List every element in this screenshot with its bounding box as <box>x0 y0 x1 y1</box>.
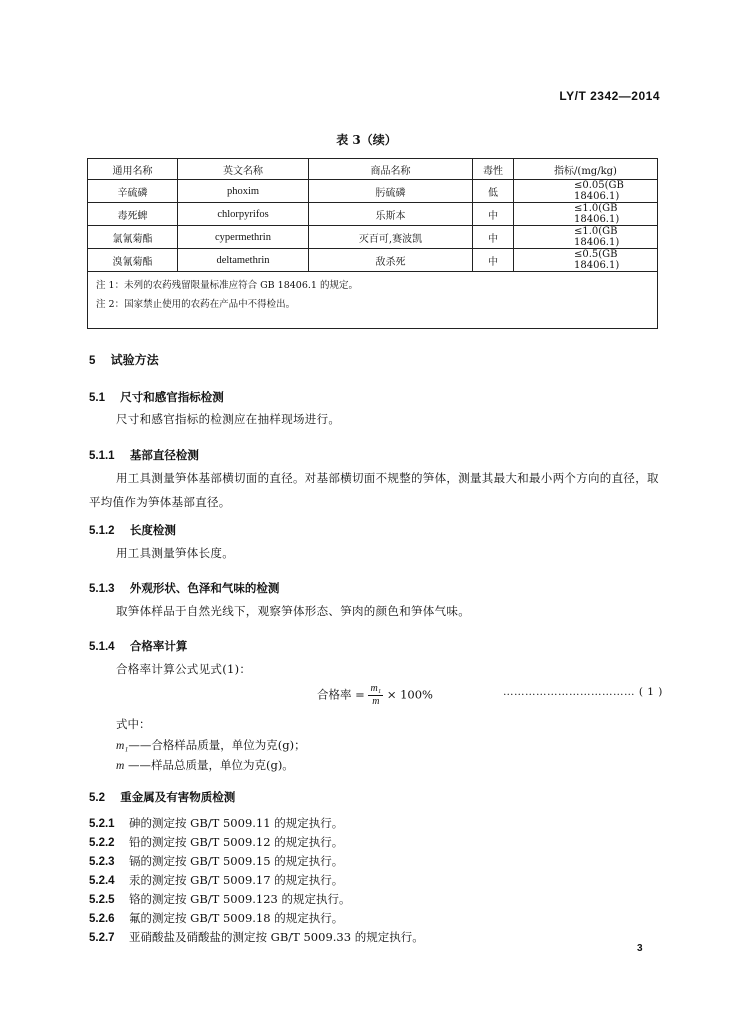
cell-toxicity: 中 <box>473 203 514 226</box>
table-row <box>88 180 658 203</box>
pass-rate-formula <box>317 683 433 708</box>
where-label: 式中： <box>116 717 151 731</box>
cell-limit: ≤0.05(GB 18406.1) <box>514 180 658 203</box>
section-5-1-1-heading <box>89 444 199 463</box>
formula-numerator: m₁ <box>370 683 382 694</box>
section-5-1-text: 尺寸和感官指标的检测应在抽样现场进行。 <box>116 412 341 426</box>
section-5-heading <box>89 349 159 368</box>
col-header: 通用名称 <box>88 159 178 180</box>
list-item <box>89 910 343 926</box>
cell-english-name: phoxim <box>178 180 309 203</box>
list-item <box>89 834 343 850</box>
section-5-1-3-heading <box>89 577 279 596</box>
where-var-m <box>116 757 294 773</box>
page-number: 3 <box>637 943 643 954</box>
section-5-1-heading <box>89 386 224 405</box>
cell-trade-name: 乐斯本 <box>309 203 473 226</box>
section-number: 5.1.4 <box>89 641 115 653</box>
section-5-1-2-text: 用工具测量笋体长度。 <box>116 546 234 560</box>
cell-english-name: cypermethrin <box>178 226 309 249</box>
section-number: 5.1.2 <box>89 525 115 537</box>
section-5-1-4-heading <box>89 635 187 654</box>
cell-trade-name: 灭百可,赛波凯 <box>309 226 473 249</box>
col-header: 商品名称 <box>309 159 473 180</box>
section-number: 5.1.3 <box>89 583 115 595</box>
section-5-1-3-text: 取笋体样品于自然光线下，观察笋体形态、笋肉的颜色和笋体气味。 <box>116 604 470 618</box>
formula-fraction <box>368 683 383 708</box>
variable-description: ——合格样品质量，单位为克(g)； <box>128 738 306 752</box>
list-item <box>89 853 343 869</box>
cell-english-name: chlorpyrifos <box>178 203 309 226</box>
list-item <box>89 815 343 831</box>
table-note: 注 1：未列的农药残留限量标准应符合 GB 18406.1 的规定。 <box>96 280 358 291</box>
item-text: 亚硝酸盐及硝酸盐的测定按 GB/T 5009.33 的规定执行。 <box>129 930 424 944</box>
cell-limit: ≤0.5(GB 18406.1) <box>514 249 658 272</box>
table-notes <box>88 272 658 329</box>
cell-common-name: 氯氰菊酯 <box>88 226 178 249</box>
section-5-2-heading <box>89 786 235 805</box>
variable-symbol: m₁ <box>116 740 129 752</box>
section-5-1-2-heading <box>89 519 176 538</box>
variable-symbol: m <box>116 760 125 772</box>
equation-number: ……………………………… ( 1 ) <box>503 686 663 698</box>
table-header-row <box>88 159 658 180</box>
table-note: 注 2：国家禁止使用的农药在产品中不得检出。 <box>96 299 296 310</box>
section-title: 外观形状、色泽和气味的检测 <box>129 581 280 595</box>
item-text: 氟的测定按 GB/T 5009.18 的规定执行。 <box>129 911 344 925</box>
item-number: 5.2.2 <box>89 837 115 849</box>
formula-lhs: 合格率 = <box>317 687 365 702</box>
section-title: 尺寸和感官指标检测 <box>120 390 224 404</box>
list-item <box>89 929 424 945</box>
item-number: 5.2.4 <box>89 875 115 887</box>
col-header: 指标/(mg/kg) <box>514 159 658 180</box>
formula-denominator: m <box>372 696 380 707</box>
cell-trade-name: 敌杀死 <box>309 249 473 272</box>
item-text: 铬的测定按 GB/T 5009.123 的规定执行。 <box>129 892 351 906</box>
list-item <box>89 872 343 888</box>
section-title: 试验方法 <box>110 353 159 367</box>
table-row <box>88 249 658 272</box>
section-5-1-1-text: 用工具测量笋体基部横切面的直径。对基部横切面不规整的笋体，测量其最大和最小两个方向的直径，取平均值作为笋体基部直径。 <box>89 471 659 509</box>
item-number: 5.2.3 <box>89 856 115 868</box>
item-number: 5.2.7 <box>89 932 115 944</box>
section-title: 基部直径检测 <box>129 448 199 462</box>
cell-toxicity: 中 <box>473 249 514 272</box>
item-text: 砷的测定按 GB/T 5009.11 的规定执行。 <box>129 816 344 830</box>
section-title: 重金属及有害物质检测 <box>120 790 236 804</box>
section-number: 5.1.1 <box>89 450 115 462</box>
item-number: 5.2.6 <box>89 913 115 925</box>
section-5-1-4-text: 合格率计算公式见式(1)： <box>116 662 252 676</box>
variable-description: ——样品总质量，单位为克(g)。 <box>124 758 294 772</box>
cell-trade-name: 肟硫磷 <box>309 180 473 203</box>
pesticide-table <box>87 158 658 329</box>
cell-common-name: 毒死蜱 <box>88 203 178 226</box>
section-number: 5.2 <box>89 792 105 804</box>
cell-limit: ≤1.0(GB 18406.1) <box>514 226 658 249</box>
item-number: 5.2.1 <box>89 818 115 830</box>
cell-common-name: 辛硫磷 <box>88 180 178 203</box>
item-text: 镉的测定按 GB/T 5009.15 的规定执行。 <box>129 854 344 868</box>
where-var-m1 <box>116 737 306 753</box>
section-title: 长度检测 <box>129 523 176 537</box>
item-text: 汞的测定按 GB/T 5009.17 的规定执行。 <box>129 873 344 887</box>
table-row <box>88 226 658 249</box>
table-caption: 表 3（续） <box>336 133 397 147</box>
cell-english-name: deltamethrin <box>178 249 309 272</box>
section-number: 5 <box>89 355 96 367</box>
table-row <box>88 203 658 226</box>
item-text: 铅的测定按 GB/T 5009.12 的规定执行。 <box>129 835 344 849</box>
cell-limit: ≤1.0(GB 18406.1) <box>514 203 658 226</box>
list-item <box>89 891 351 907</box>
cell-common-name: 溴氰菊酯 <box>88 249 178 272</box>
section-title: 合格率计算 <box>129 639 188 653</box>
col-header: 毒性 <box>473 159 514 180</box>
cell-toxicity: 低 <box>473 180 514 203</box>
section-number: 5.1 <box>89 392 105 404</box>
cell-toxicity: 中 <box>473 226 514 249</box>
standard-number: LY/T 2342—2014 <box>559 89 660 103</box>
col-header: 英文名称 <box>178 159 309 180</box>
formula-rhs: × 100% <box>386 687 433 702</box>
item-number: 5.2.5 <box>89 894 115 906</box>
table-notes-row <box>88 272 658 329</box>
